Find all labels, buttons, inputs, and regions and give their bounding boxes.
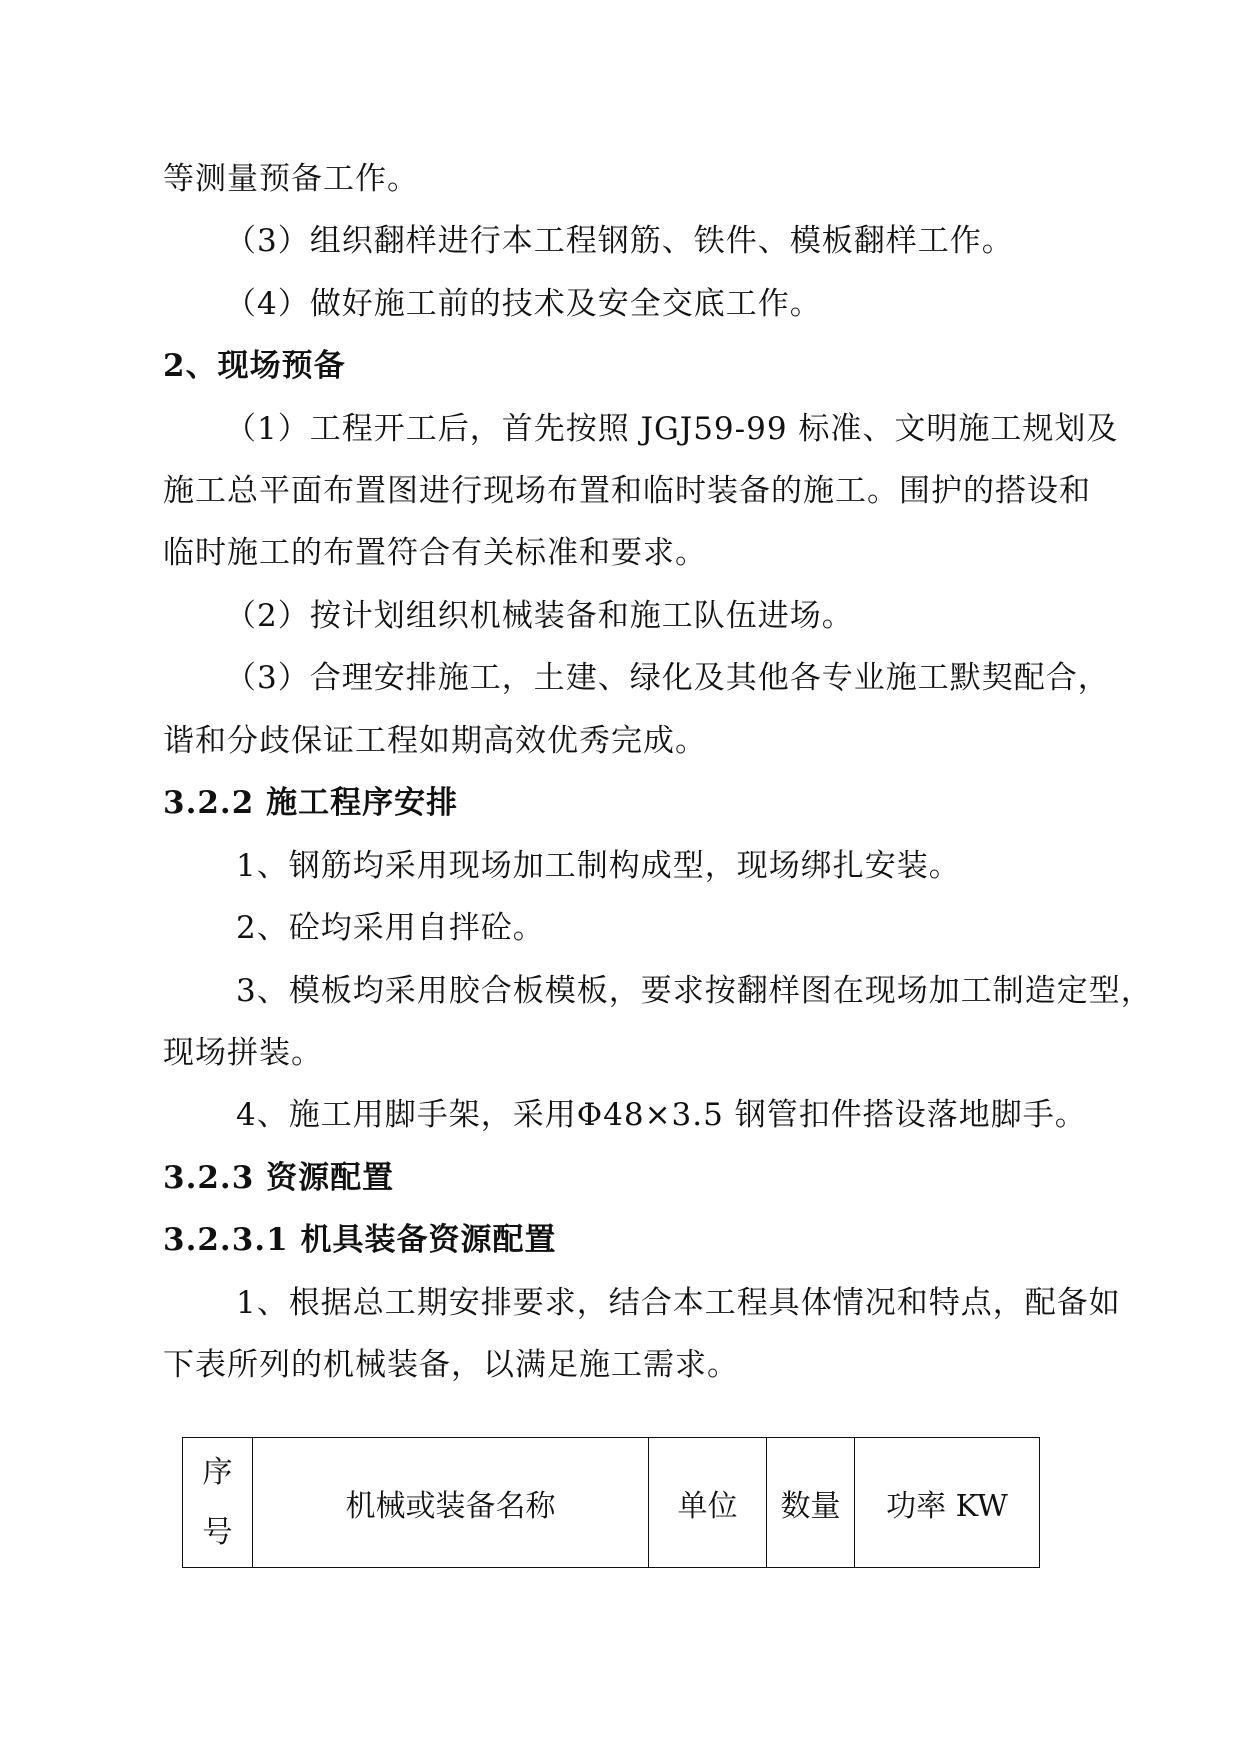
header-power: 功率 KW	[855, 1438, 1040, 1568]
list-item: 1、钢筋均采用现场加工制构成型，现场绑扎安装。	[236, 848, 961, 884]
section-heading: 2、现场预备	[163, 348, 346, 384]
paragraph-line: 谐和分歧保证工程如期高效优秀完成。	[163, 723, 707, 759]
section-heading: 3.2.3 资源配置	[163, 1160, 395, 1196]
section-heading: 3.2.2 施工程序安排	[163, 785, 459, 821]
list-item: 4、施工用脚手架，采用Φ48×3.5 钢管扣件搭设落地脚手。	[236, 1097, 1087, 1133]
paragraph-line: 临时施工的布置符合有关标准和要求。	[163, 535, 707, 571]
header-seq-label: 序号	[202, 1454, 233, 1550]
paragraph-line: 下表所列的机械装备，以满足施工需求。	[163, 1347, 739, 1383]
header-name: 机械或装备名称	[253, 1438, 649, 1568]
paragraph-line: 等测量预备工作。	[163, 161, 419, 197]
paragraph-line: 现场拼装。	[163, 1035, 323, 1071]
list-item: （1）工程开工后，首先按照 JGJ59-99 标准、文明施工规划及	[225, 411, 1119, 447]
table-header-row	[183, 1438, 1040, 1568]
paragraph-line: 施工总平面布置图进行现场布置和临时装备的施工。围护的搭设和	[163, 473, 1091, 509]
header-unit: 单位	[649, 1438, 767, 1568]
equipment-table	[182, 1437, 1040, 1568]
list-item: （4）做好施工前的技术及安全交底工作。	[225, 286, 822, 322]
list-item: 1、根据总工期安排要求，结合本工程具体情况和特点，配备如	[236, 1285, 1121, 1321]
list-item: 2、砼均采用自拌砼。	[236, 910, 545, 946]
list-item: （3）组织翻样进行本工程钢筋、铁件、模板翻样工作。	[225, 223, 1014, 259]
list-item: （3）合理安排施工，土建、绿化及其他各专业施工默契配合，	[225, 660, 1110, 696]
header-seq	[183, 1438, 253, 1568]
list-item: （2）按计划组织机械装备和施工队伍进场。	[225, 598, 854, 634]
subsection-heading: 3.2.3.1 机具装备资源配置	[163, 1222, 557, 1258]
list-item: 3、模板均采用胶合板模板，要求按翻样图在现场加工制造定型，	[236, 973, 1153, 1009]
header-qty: 数量	[767, 1438, 855, 1568]
